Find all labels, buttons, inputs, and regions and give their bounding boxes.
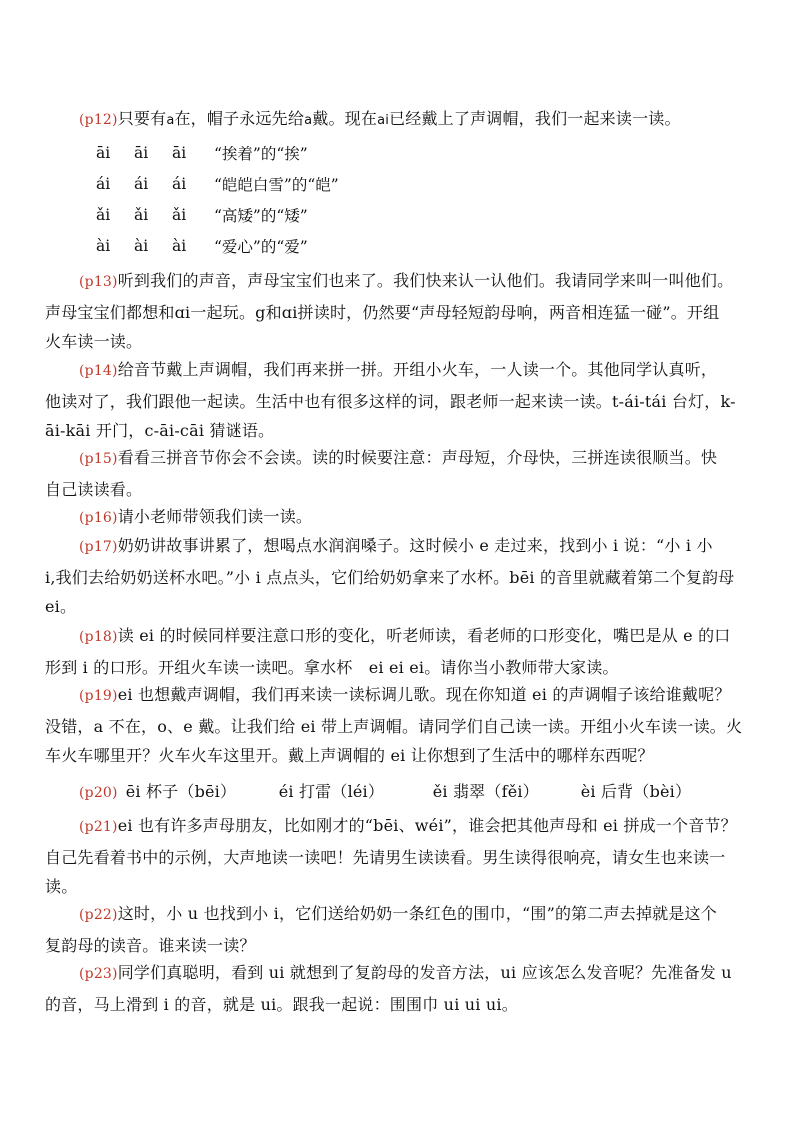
paragraph-p14: [45, 355, 745, 446]
line: 声母宝宝们都想和ɑi一起玩。g和ɑi拼读时，仍然要“声母轻短韵母响，两音相连猛一碰”。开组: [45, 302, 720, 322]
line: 火车读一读。: [45, 332, 143, 351]
page-marker: (p22): [79, 907, 118, 923]
line: 没错，a 不在，o、e 戴。让我们给 ei 带上声调帽。请同学们自己读一读。开组小火车读一读。火: [45, 716, 743, 736]
pinyin-a: a: [304, 113, 313, 128]
example-item: èi 后背（bèi）: [580, 782, 692, 801]
line: [45, 958, 745, 990]
syllable: ái: [96, 174, 111, 193]
syllable: ài: [134, 237, 149, 256]
syllable: ái: [134, 174, 149, 193]
example-item: ěi 翡翠（fěi）: [432, 782, 539, 801]
paragraph-p12: [45, 104, 745, 136]
text: 读 ei 的时候同样要注意口形的变化，听老师读，看老师的口形变化，嘴巴是从 e 的口: [117, 626, 731, 645]
line: 形到 i 的口形。开组火车读一读吧。拿水杯 ei ei ei。请你当小教师带大家读。: [45, 657, 619, 677]
page-marker: (p17): [79, 539, 118, 555]
paragraph-p13: [45, 266, 745, 357]
page-marker: (p18): [79, 629, 118, 645]
syllable: ǎi: [172, 205, 187, 224]
line: [45, 899, 745, 931]
paragraph-p21: [45, 811, 745, 902]
text: ei 也想戴声调帽，我们再来读一读标调儿歌。现在你知道 ei 的声调帽子该给谁戴呢？: [117, 685, 731, 704]
page-marker: (p20): [79, 785, 118, 801]
text: 同学们真聪明，看到 ui 就想到了复韵母的发音方法，ui 应该怎么发音呢？先准备发 u: [117, 963, 732, 982]
line: [45, 811, 745, 843]
paragraph-p19: [45, 680, 745, 771]
text: 戴。现在: [312, 109, 378, 128]
syllable: ài: [172, 237, 187, 256]
line: [45, 443, 745, 475]
syllable: ǎi: [134, 205, 149, 224]
paragraph-p16: [45, 502, 745, 534]
example-word: “挨着”的“挨”: [214, 144, 308, 163]
line: 自己先看着书中的示例，大声地读一读吧！先请男生读读看。男生读得很响亮，请女生也来读一: [45, 847, 726, 867]
line: 车火车哪里开？火车火车这里开。戴上声调帽的 ei 让你想到了生活中的哪样东西呢？: [45, 746, 654, 765]
tone-row: [96, 199, 339, 230]
page-marker: (p15): [79, 451, 118, 467]
text: 在，帽子永远先给: [174, 109, 305, 128]
example-item: ēi 杯子（bēi）: [125, 782, 237, 801]
tone-table: [96, 137, 339, 262]
example-word: “高矮”的“矮”: [214, 206, 308, 225]
line: [45, 355, 745, 387]
line: [45, 266, 745, 298]
tone-row: [96, 231, 339, 262]
paragraph-p17: [45, 531, 745, 622]
line: 复韵母的读音。谁来读一读？: [45, 935, 256, 955]
text: ei 也有许多声母朋友，比如刚才的“bēi、wéi”，谁会把其他声母和 ei 拼成一个音节？: [117, 816, 737, 835]
line: [45, 621, 745, 653]
syllable: ài: [96, 237, 111, 256]
page-marker: (p21): [79, 819, 118, 835]
page-marker: (p13): [79, 274, 118, 290]
line: i,我们去给奶奶送杯水吧。”小 i 点点头，它们给奶奶拿来了水杯。bēi 的音里就藏着第二个复韵母: [45, 567, 735, 587]
text: 这时，小 u 也找到小 i，它们送给奶奶一条红色的围巾，“围”的第二声去掉就是这个: [117, 904, 717, 923]
page-marker: (p19): [79, 688, 118, 704]
pinyin-a: a: [166, 113, 175, 128]
example-word: “爱心”的“爱”: [214, 238, 308, 257]
line: 的音，马上滑到 i 的音，就是 ui。跟我一起说：围围巾 ui ui ui。: [45, 994, 518, 1014]
page-marker: (p14): [79, 363, 118, 379]
line: [45, 531, 745, 563]
line: [45, 502, 745, 534]
text: 已经戴上了声调帽，我们一起来读一读。: [389, 109, 681, 128]
syllable: āi: [134, 143, 149, 162]
syllable: āi: [172, 143, 187, 162]
text: 请小老师带领我们读一读。: [117, 507, 313, 526]
syllable: ái: [172, 174, 187, 193]
pinyin-ai: ai: [377, 113, 390, 128]
text: 奶奶讲故事讲累了，想喝点水润润嗓子。这时候小 e 走过来，找到小 i 说：“小 i 小: [117, 536, 713, 555]
text: 给音节戴上声调帽，我们再来拼一拼。开组小火车，一人读一个。其他同学认真听，: [117, 360, 718, 379]
line: ei。: [45, 597, 77, 616]
paragraph-p20: [45, 777, 745, 809]
line: 他读对了，我们跟他一起读。生活中也有很多这样的词，跟老师一起来读一读。t-ái-tái 台灯，k-: [45, 391, 736, 411]
line: [45, 680, 745, 712]
text: 听到我们的声音，声母宝宝们也来了。我们快来认一认他们。我请同学来叫一叫他们。: [117, 271, 734, 290]
page-marker: (p16): [79, 510, 118, 526]
paragraph-p18: [45, 621, 745, 682]
paragraph-p15: [45, 443, 745, 504]
text: 只要有: [117, 109, 167, 128]
syllable: āi: [96, 143, 111, 162]
syllable: ǎi: [96, 205, 111, 224]
line: āi-kāi 开门，c-āi-cāi 猜谜语。: [45, 421, 275, 440]
example-word: “皑皑白雪”的“皑”: [214, 175, 339, 194]
text: 看看三拼音节你会不会读。读的时候要注意：声母短，介母快，三拼连读很顺当。快: [117, 448, 718, 467]
page-marker: (p12): [79, 112, 118, 128]
paragraph-p23: [45, 958, 745, 1019]
tone-row: [96, 168, 339, 199]
tone-row: [96, 137, 339, 168]
page-marker: (p23): [79, 966, 118, 982]
line: 读。: [45, 877, 78, 896]
example-item: éi 打雷（léi）: [278, 782, 385, 801]
paragraph-p22: [45, 899, 745, 960]
line: 自己读读看。: [45, 479, 143, 499]
